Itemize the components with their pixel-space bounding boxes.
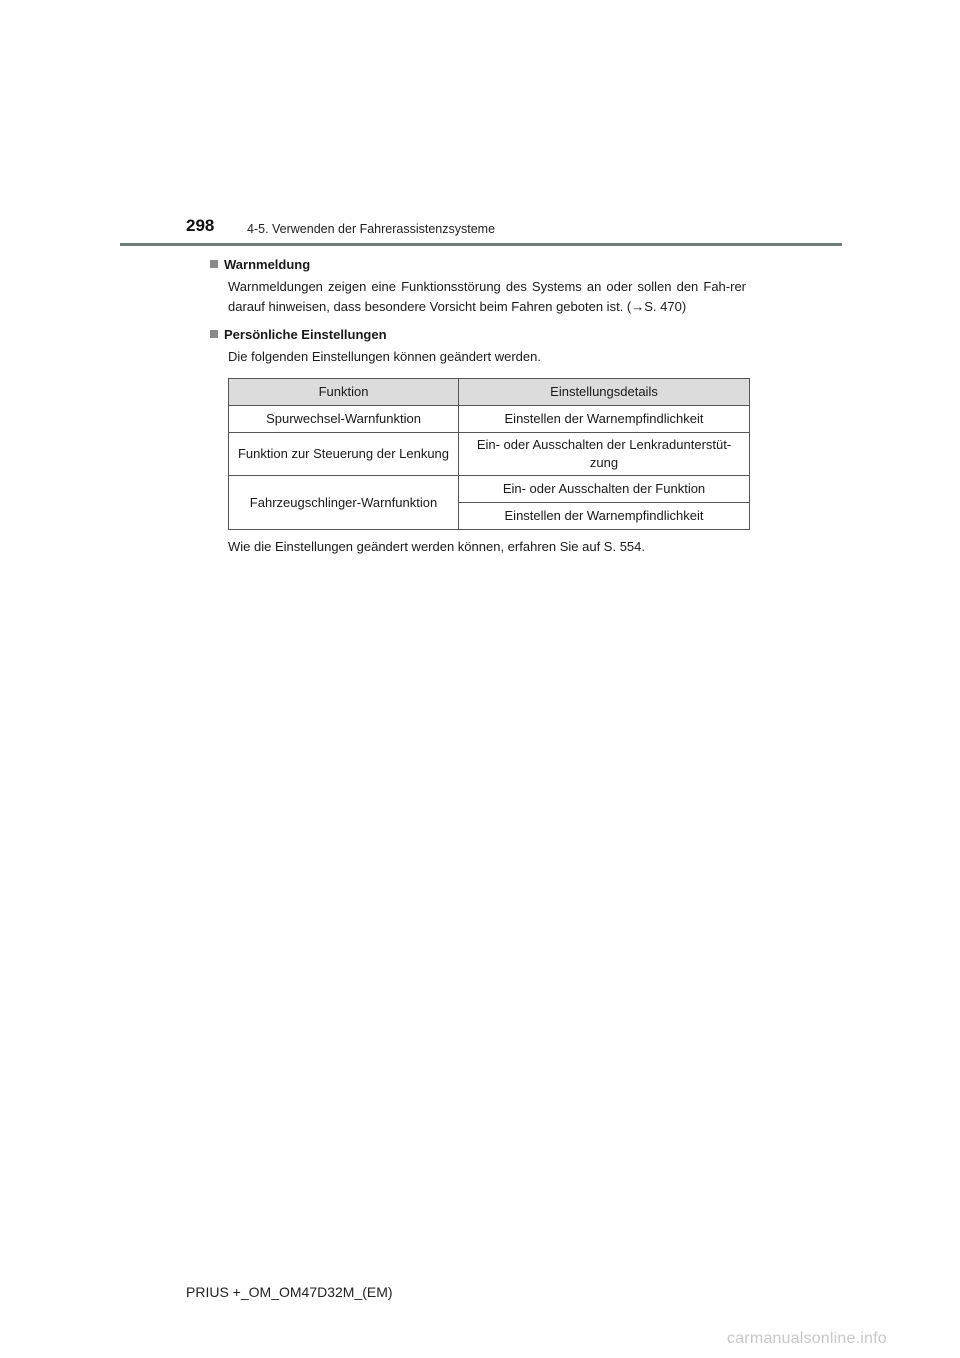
table-cell-function: Fahrzeugschlinger-Warnfunktion <box>229 476 459 530</box>
section-paragraph: Warnmeldungen zeigen eine Funktionsstörung des Systems an oder sollen den Fah-rer darauf hinweisen, dass besondere Vorsicht beim Fahren geboten ist. (→S. 470) <box>228 279 746 314</box>
table-cell-details: Einstellen der Warnempfindlichkeit <box>459 406 750 433</box>
section-heading <box>210 255 755 273</box>
header-divider <box>120 243 842 246</box>
table-cell-function: Funktion zur Steuerung der Lenkung <box>229 433 459 476</box>
table-row <box>229 476 750 503</box>
table-cell-details: Einstellen der Warnempfindlichkeit <box>459 503 750 530</box>
table-header-row <box>229 379 750 406</box>
settings-table <box>228 378 750 530</box>
section-heading <box>210 325 755 343</box>
table-header-details: Einstellungsdetails <box>459 379 750 406</box>
page-content <box>210 255 755 556</box>
watermark: carmanualsonline.info <box>727 1330 887 1347</box>
page-number: 298 <box>186 216 215 235</box>
square-bullet-icon <box>210 260 218 268</box>
section-persoenliche-einstellungen <box>210 325 755 367</box>
section-heading-text: Persönliche Einstellungen <box>224 326 387 342</box>
square-bullet-icon <box>210 330 218 338</box>
table-row <box>229 433 750 476</box>
table-cell-function: Spurwechsel-Warnfunktion <box>229 406 459 433</box>
table-header-function: Funktion <box>229 379 459 406</box>
settings-reference-note: Wie die Einstellungen geändert werden können, erfahren Sie auf S. 554. <box>228 539 645 554</box>
table-row <box>229 406 750 433</box>
section-paragraph: Die folgenden Einstellungen können geändert werden. <box>228 349 541 364</box>
section-warnmeldung <box>210 255 755 317</box>
page-header <box>0 0 960 250</box>
table-cell-details: Ein- oder Ausschalten der Funktion <box>459 476 750 503</box>
document-code: PRIUS +_OM_OM47D32M_(EM) <box>186 1284 393 1300</box>
section-title: 4-5. Verwenden der Fahrerassistenzsysteme <box>247 222 496 236</box>
table-cell-details: Ein- oder Ausschalten der Lenkradunterstüt-zung <box>459 433 750 476</box>
section-heading-text: Warnmeldung <box>224 256 311 272</box>
